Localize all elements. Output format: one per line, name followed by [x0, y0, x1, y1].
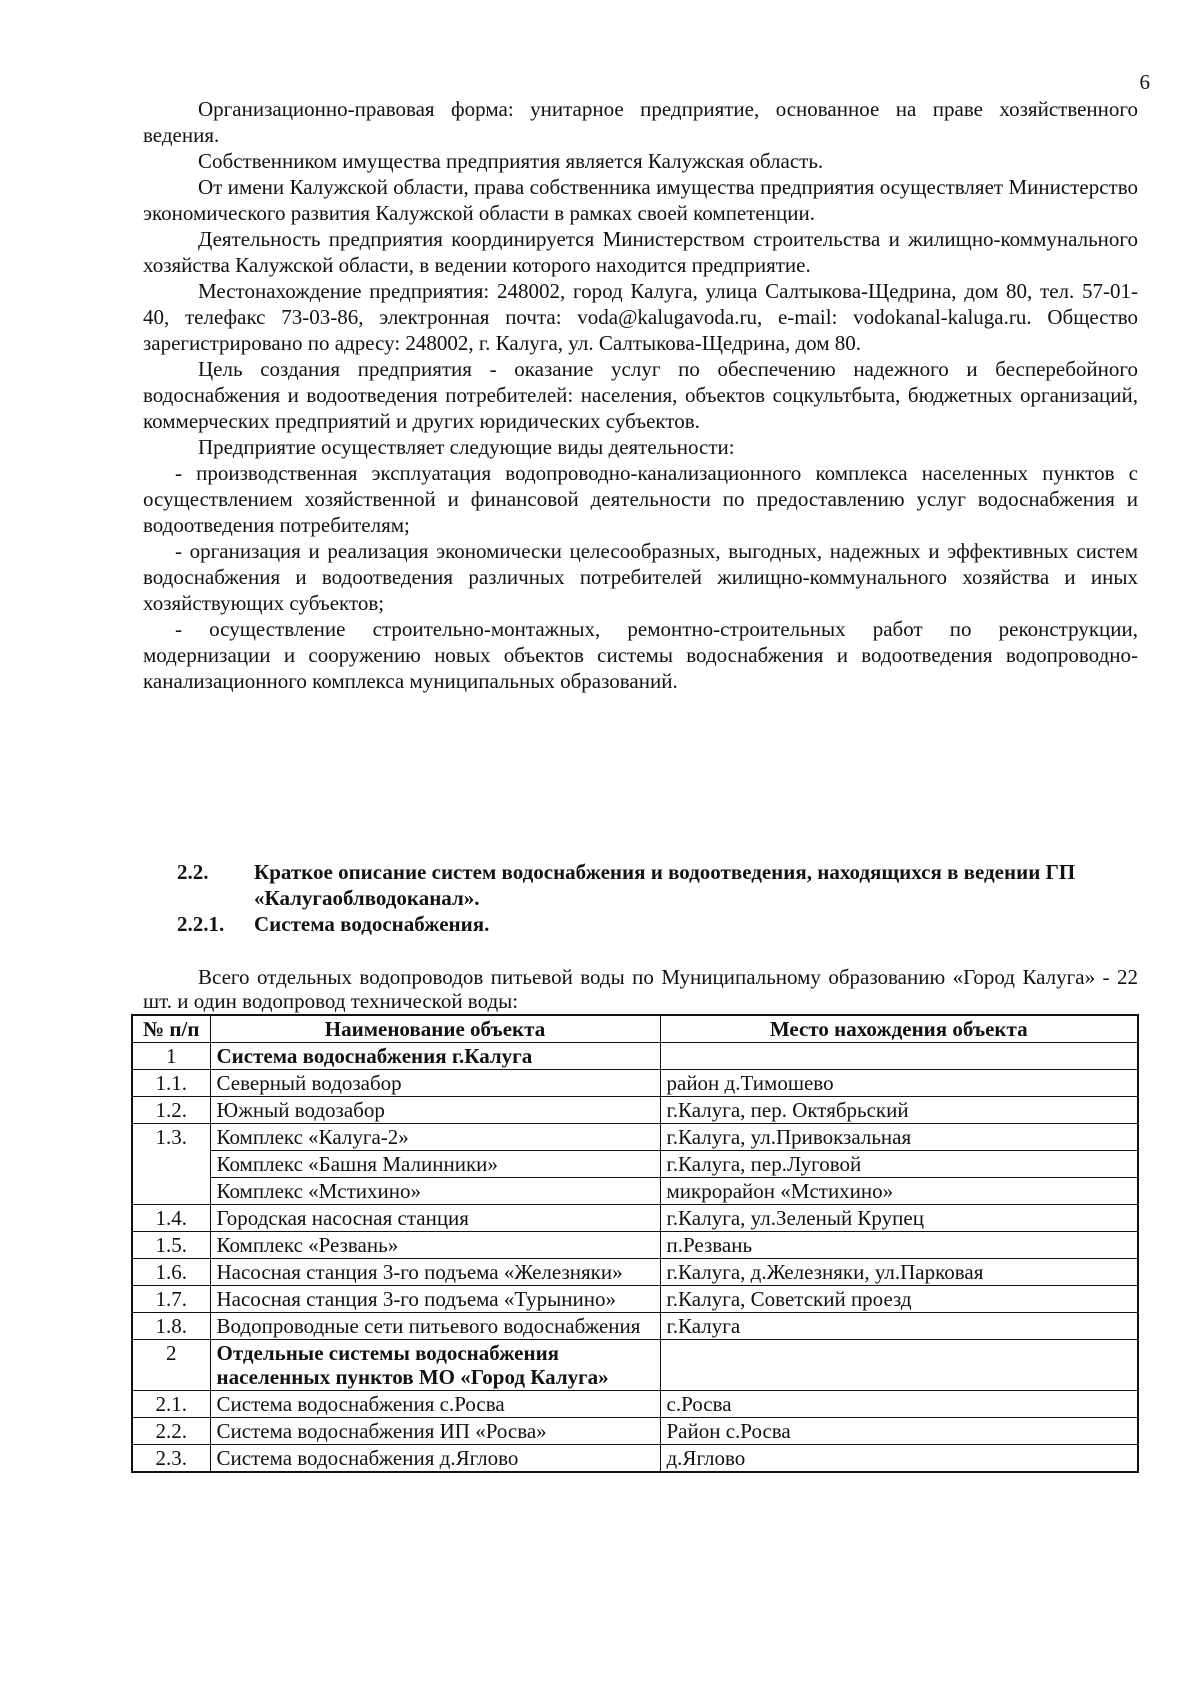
row-number: 1.3. [132, 1124, 210, 1205]
document-body [143, 96, 1138, 694]
object-name: Насосная станция 3-го подъема «Железняки» [210, 1259, 660, 1286]
object-name: Водопроводные сети питьевого водоснабжения [210, 1313, 660, 1340]
table-row [132, 1124, 1138, 1151]
object-name: Система водоснабжения с.Росва [210, 1391, 660, 1418]
row-number: 1.1. [132, 1070, 210, 1097]
section-title: Краткое описание систем водоснабжения и водоотведения, находящихся в ведении ГП «Калугаоблводоканал». [254, 860, 1076, 910]
paragraph-coordination: Деятельность предприятия координируется Министерством строительства и жилищно-коммунального хозяйства Калужской области, в ведении которого находится предприятие. [143, 227, 1138, 277]
object-name: Система водоснабжения д.Яглово [210, 1445, 660, 1473]
row-number: 2.2. [132, 1418, 210, 1445]
row-number: 2.1. [132, 1391, 210, 1418]
object-name: Комплекс «Башня Малинники» [210, 1151, 660, 1178]
activity-item: - производственная эксплуатация водопроводно-канализационного комплекса населенных пунктов с осуществлением хозяйственной и финансовой деятельности по предоставлению услуг водоснабжения и водоотведения потребителям; [143, 461, 1138, 537]
subsection-heading [177, 911, 1137, 937]
table-row [132, 1151, 1138, 1178]
paragraph-owner-rights: От имени Калужской области, права собственника имущества предприятия осуществляет Министерство экономического развития Калужской области в рамках своей компетенции. [143, 175, 1138, 225]
table-row [132, 1313, 1138, 1340]
section-number: 2.2. [177, 860, 209, 884]
row-number: 2 [132, 1340, 210, 1391]
row-number: 2.3. [132, 1445, 210, 1473]
table-row [132, 1340, 1138, 1391]
row-number: 1.8. [132, 1313, 210, 1340]
row-number: 1.7. [132, 1286, 210, 1313]
object-name: Северный водозабор [210, 1070, 660, 1097]
paragraph-owner: Собственником имущества предприятия является Калужская область. [198, 149, 824, 173]
paragraph-legal-form: Организационно-правовая форма: унитарное предприятие, основанное на праве хозяйственного ведения. [143, 97, 1138, 147]
section-heading-block [177, 859, 1137, 937]
object-location: г.Калуга [660, 1313, 1138, 1340]
object-location: район д.Тимошево [660, 1070, 1138, 1097]
object-name: Комплекс «Мстихино» [210, 1178, 660, 1205]
object-location: п.Резвань [660, 1232, 1138, 1259]
table-intro [143, 965, 1138, 1013]
column-header-number: № п/п [132, 1015, 210, 1043]
paragraph-activities-intro: Предприятие осуществляет следующие виды деятельности: [198, 435, 735, 459]
subsection-number: 2.2.1. [177, 912, 225, 936]
section-heading [177, 859, 1137, 911]
object-location: микрорайон «Мстихино» [660, 1178, 1138, 1205]
table-header-row [132, 1015, 1138, 1043]
object-location: г.Калуга, Советский проезд [660, 1286, 1138, 1313]
object-name: Отдельные системы водоснабжения населенных пунктов МО «Город Калуга» [210, 1340, 660, 1391]
column-header-location: Место нахождения объекта [660, 1015, 1138, 1043]
column-header-name: Наименование объекта [210, 1015, 660, 1043]
object-name: Система водоснабжения г.Калуга [210, 1043, 660, 1070]
table-row [132, 1391, 1138, 1418]
object-name: Южный водозабор [210, 1097, 660, 1124]
table-row [132, 1178, 1138, 1205]
paragraph-location: Местонахождение предприятия: 248002, город Калуга, улица Салтыкова-Щедрина, дом 80, тел. 57-01-40, телефакс 73-03-86, электронная почта: voda@kalugavoda.ru, e-mail: vodokanal-kaluga.ru. Общество зарегистрировано по адресу: 248002, г. Калуга, ул. Салтыкова-Щедрина, дом 80. [143, 279, 1138, 355]
object-name: Городская насосная станция [210, 1205, 660, 1232]
table-row [132, 1043, 1138, 1070]
object-name: Комплекс «Резвань» [210, 1232, 660, 1259]
object-location: г.Калуга, д.Железняки, ул.Парковая [660, 1259, 1138, 1286]
table-row [132, 1070, 1138, 1097]
row-number: 1.6. [132, 1259, 210, 1286]
table-row [132, 1232, 1138, 1259]
row-number: 1.5. [132, 1232, 210, 1259]
object-location [660, 1043, 1138, 1070]
table-row [132, 1259, 1138, 1286]
paragraph-goal: Цель создания предприятия - оказание услуг по обеспечению надежного и бесперебойного водоснабжения и водоотведения потребителей: населения, объектов соцкультбыта, бюджетных организаций, коммерческих предприятий и других юридических субъектов. [143, 357, 1138, 433]
object-location: д.Яглово [660, 1445, 1138, 1473]
water-supply-objects-table [131, 1014, 1139, 1473]
object-location: г.Калуга, пер. Октябрьский [660, 1097, 1138, 1124]
table-row [132, 1286, 1138, 1313]
object-location: г.Калуга, ул.Зеленый Крупец [660, 1205, 1138, 1232]
object-location: с.Росва [660, 1391, 1138, 1418]
table-intro-text: Всего отдельных водопроводов питьевой воды по Муниципальному образованию «Город Калуга» - 22 шт. и один водопровод технической воды: [143, 965, 1138, 1013]
page-number: 6 [1139, 70, 1150, 94]
object-location: г.Калуга, пер.Луговой [660, 1151, 1138, 1178]
object-name: Насосная станция 3-го подъема «Турынино» [210, 1286, 660, 1313]
table-row [132, 1418, 1138, 1445]
object-location: Район с.Росва [660, 1418, 1138, 1445]
object-location: г.Калуга, ул.Привокзальная [660, 1124, 1138, 1151]
table-row [132, 1445, 1138, 1473]
row-number: 1 [132, 1043, 210, 1070]
object-name: Комплекс «Калуга-2» [210, 1124, 660, 1151]
row-number: 1.4. [132, 1205, 210, 1232]
subsection-title: Система водоснабжения. [254, 912, 490, 936]
row-number: 1.2. [132, 1097, 210, 1124]
activity-item: - организация и реализация экономически целесообразных, выгодных, надежных и эффективных систем водоснабжения и водоотведения различных потребителей жилищно-коммунального хозяйства и иных хозяйствующих субъектов; [143, 539, 1138, 615]
object-location [660, 1340, 1138, 1391]
table-row [132, 1097, 1138, 1124]
object-name: Система водоснабжения ИП «Росва» [210, 1418, 660, 1445]
table-row [132, 1205, 1138, 1232]
activity-item: - осуществление строительно-монтажных, ремонтно-строительных работ по реконструкции, модернизации и сооружению новых объектов системы водоснабжения и водоотведения водопроводно-канализационного комплекса муниципальных образований. [143, 617, 1138, 693]
